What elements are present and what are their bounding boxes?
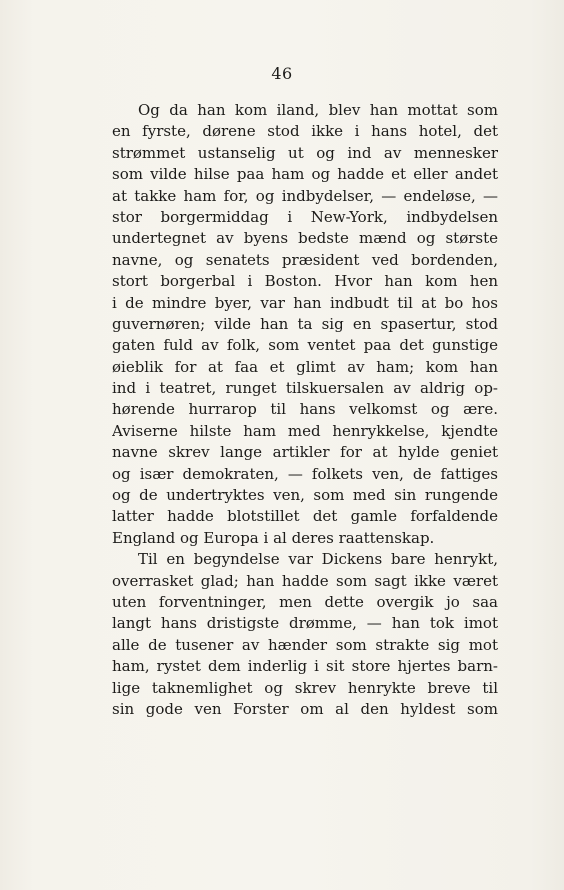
text-line: latter hadde blotstillet det gamle forfaldende xyxy=(112,507,498,526)
text-line: guvernøren; vilde han ta sig en spasertur, stod xyxy=(112,314,498,333)
text-line: gaten fuld av folk, som ventet paa det gunstige xyxy=(112,336,498,355)
text-line: uten forventninger, men dette overgik jo saa xyxy=(112,592,498,611)
body-text xyxy=(112,100,498,720)
text-line: lige taknemlighet og skrev henrykte breve til xyxy=(112,678,498,697)
text-line: sin gode ven Forster om al den hyldest som xyxy=(112,699,498,718)
text-line: som vilde hilse paa ham og hadde et eller andet xyxy=(112,165,498,184)
text-line: i de mindre byer, var han indbudt til at bo hos xyxy=(112,293,498,312)
text-line: ham, rystet dem inderlig i sit store hjertes barn- xyxy=(112,657,498,676)
text-line: stort borgerbal i Boston. Hvor han kom hen xyxy=(112,272,498,291)
text-line: at takke ham for, og indbydelser, — endeløse, — xyxy=(112,186,498,205)
text-line: en fyrste, dørene stod ikke i hans hotel, det xyxy=(112,122,498,141)
paragraph-2 xyxy=(112,549,498,720)
text-line: England og Europa i al deres raattenskap. xyxy=(112,528,435,547)
text-line: strømmet ustanselig ut og ind av mennesker xyxy=(112,143,498,162)
text-line: overrasket glad; han hadde som sagt ikke været xyxy=(112,571,498,590)
text-line: stor borgermiddag i New-York, indbydelsen xyxy=(112,207,498,226)
text-line: ind i teatret, runget tilskuersalen av aldrig op- xyxy=(112,379,498,398)
text-line: Og da han kom iland, blev han mottat som xyxy=(138,101,498,119)
paragraph-1 xyxy=(112,100,498,549)
text-line: langt hans dristigste drømme, — han tok imot xyxy=(112,614,498,633)
text-line: og især demokraten, — folkets ven, de fattiges xyxy=(112,464,498,483)
page-number: 46 xyxy=(271,64,293,83)
text-line: øieblik for at faa et glimt av ham; kom han xyxy=(112,357,498,376)
text-line: Aviserne hilste ham med henrykkelse, kjendte xyxy=(112,421,498,440)
text-line: Til en begyndelse var Dickens bare henrykt, xyxy=(138,550,498,569)
text-line: undertegnet av byens bedste mænd og største xyxy=(112,229,498,248)
text-line: alle de tusener av hænder som strakte sig mot xyxy=(112,635,498,654)
text-line: navne skrev lange artikler for at hylde geniet xyxy=(112,443,498,462)
text-line: navne, og senatets præsident ved bordenden, xyxy=(112,250,498,269)
text-line: og de undertryktes ven, som med sin rungende xyxy=(112,486,498,505)
text-line: hørende hurrarop til hans velkomst og ære. xyxy=(112,400,498,419)
